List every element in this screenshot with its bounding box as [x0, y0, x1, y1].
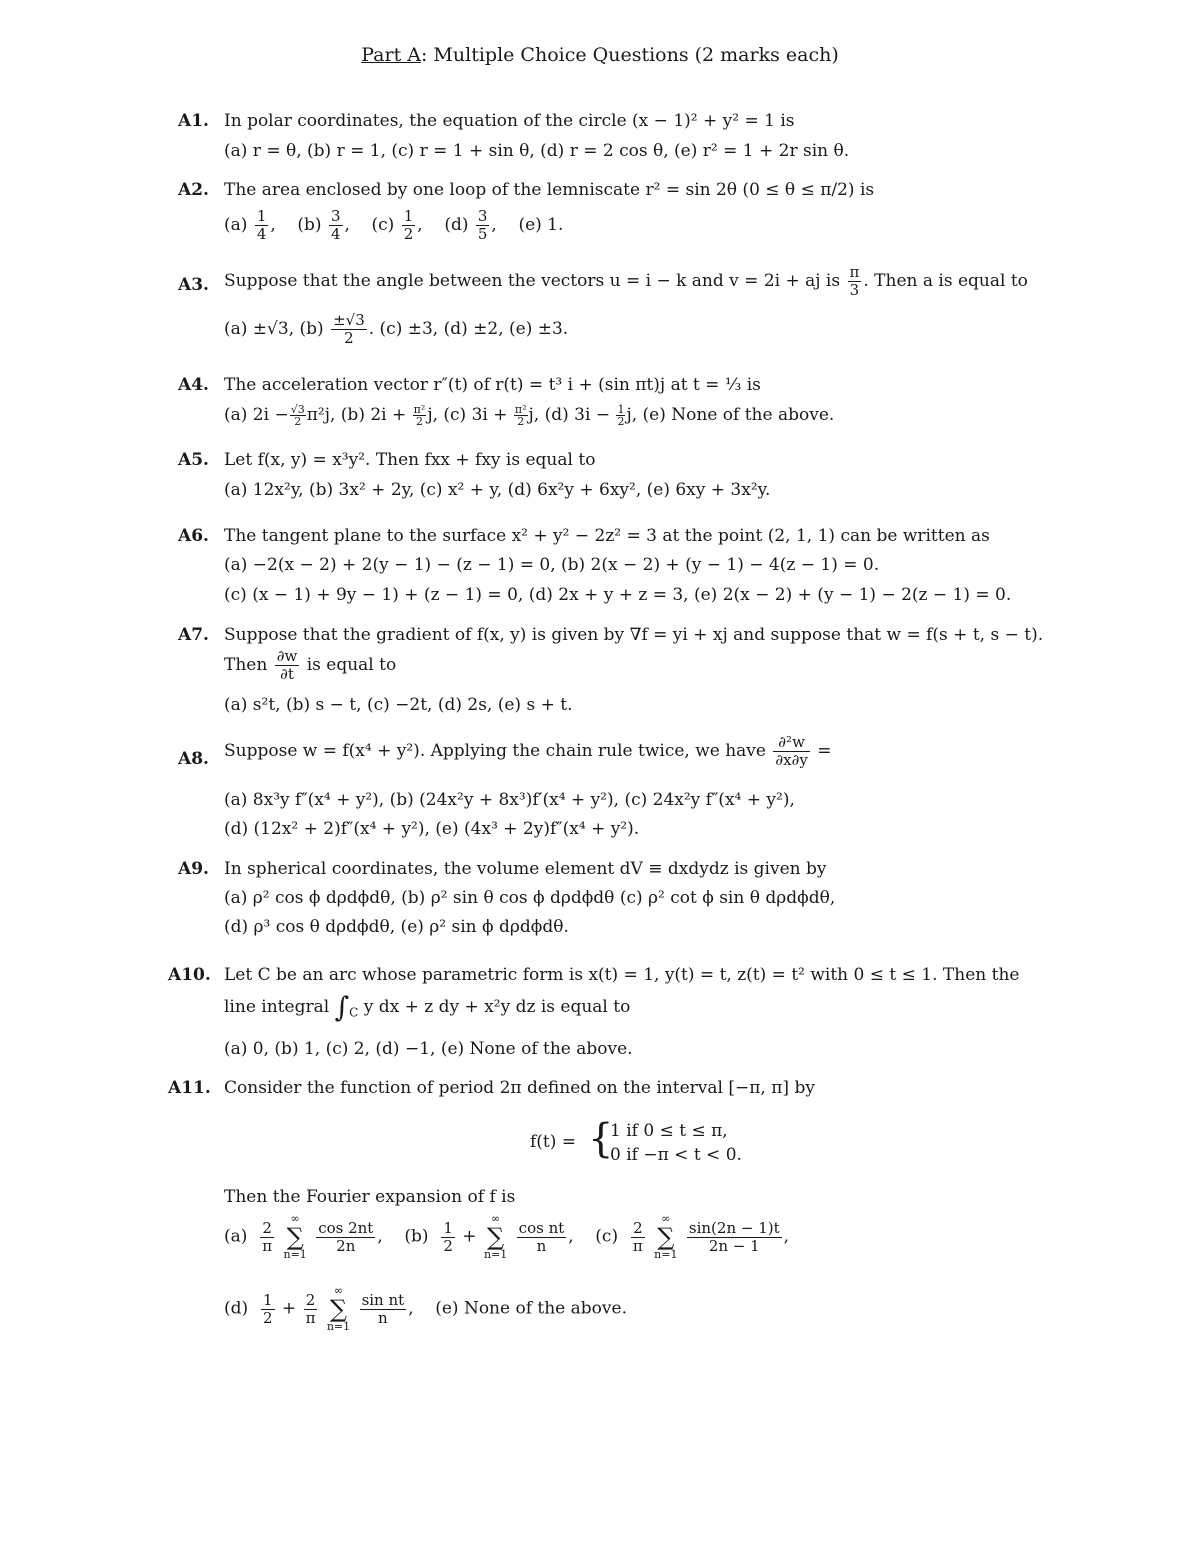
question-options: (d) (12x² + 2)f″(x⁴ + y²), (e) (4x³ + 2y)f″(x⁴ + y²). [224, 819, 640, 839]
question-number: A11. [168, 1078, 211, 1098]
question-number: A5. [178, 450, 209, 470]
fraction: $\frac{3}{4}$ [330, 207, 341, 243]
question-number: A9. [178, 859, 209, 879]
question-number: A8. [178, 749, 209, 769]
page-title [0, 44, 1200, 66]
question-number: A3. [178, 275, 209, 295]
question-options: (d) ρ³ cos θ dρdϕdθ, (e) ρ² sin ϕ dρdϕdθ. [224, 917, 569, 937]
question-text: Let f(x, y) = x³y². Then fxx + fxy is equal to [224, 450, 596, 470]
question-number: A6. [178, 526, 209, 546]
fraction: $\frac{1}{4}$ [256, 207, 267, 243]
question-text: Consider the function of period 2π defined on the interval [−π, π] by [224, 1078, 815, 1098]
question-options: (a) 0, (b) 1, (c) 2, (d) −1, (e) None of the above. [224, 1039, 633, 1059]
fraction: $\frac{1}{2}$ [403, 207, 414, 243]
integral-sign: ∫ [334, 990, 350, 1024]
question-number: A2. [178, 180, 209, 200]
question-options: (a) $\frac{1}{4}$ , (b) $\frac{3}{4}$ , (c) $\frac{1}{2}$ , (d) $\frac{3}{5}$ , (e) 1. [224, 207, 564, 243]
question-text: Suppose that the angle between the vectors u = i − k and v = 2i + aj is $\frac{\pi}{3}$ . Then a is equal to [224, 263, 1028, 299]
question-text-cont: line integral $\int_C$ y dx + z dy + x²y dz is equal to [224, 990, 631, 1024]
question-text: In polar coordinates, the equation of the circle (x − 1)² + y² = 1 is [224, 111, 795, 131]
question-options: (a) 8x³y f″(x⁴ + y²), (b) (24x²y + 8x³)f′(x⁴ + y²), (c) 24x²y f″(x⁴ + y²), [224, 790, 795, 810]
question-options: (a) $\frac{2}{\pi}$ ∞ ∑ n=1 $\frac{\cos 2nt}{2n}$ , (b) $\frac{1}{2}$ + ∞ ∑ n=1 $\frac{\text{cos nt}}{n}$ , (c) $\frac{2}{\pi}$ ∞ ∑ n=1 $\frac{\sin(2n - 1)t}{2n - 1}$ , [224, 1212, 790, 1261]
question-text: Suppose that the gradient of f(x, y) is given by ∇f = yi + xj and suppose that w = f(s + t, s − t). [224, 625, 1044, 645]
option-label: (e) 1. [518, 215, 564, 235]
question-options: (a) ±√3, (b) $\frac{\pm√3}{2}$ . (c) ±3, (d) ±2, (e) ±3. [224, 311, 569, 347]
question-text-cont: Then the Fourier expansion of f is [224, 1187, 516, 1207]
question-text: Suppose w = f(x⁴ + y²). Applying the chain rule twice, we have $\frac{\text{∂²w}}{\partial x\partial y}$ = [224, 733, 832, 769]
option-label: (c) [371, 215, 395, 235]
question-options: (a) −2(x − 2) + 2(y − 1) − (z − 1) = 0, (b) 2(x − 2) + (y − 1) − 4(z − 1) = 0. [224, 555, 880, 575]
case-1: 1 if 0 ≤ t ≤ π, [610, 1121, 728, 1141]
question-options: (a) r = θ, (b) r = 1, (c) r = 1 + sin θ, (d) r = 2 cos θ, (e) r² = 1 + 2r sin θ. [224, 141, 850, 161]
function-def-label: f(t) = [530, 1132, 577, 1152]
question-options: (a) 2i − $\frac{√3}{2}$ π²j, (b) 2i + $\frac{\text{π²}}{2}$ j, (c) 3i + $\frac{\text{π²}}{2}$ j, (d) 3i − $\frac{1}{2}$ j, (e) None of the above. [224, 403, 835, 428]
question-options: (a) 12x²y, (b) 3x² + 2y, (c) x² + y, (d) 6x²y + 6xy², (e) 6xy + 3x²y. [224, 480, 771, 500]
question-text: The area enclosed by one loop of the lemniscate r² = sin 2θ (0 ≤ θ ≤ π/2) is [224, 180, 875, 200]
question-text-cont: Then $\frac{\partial w}{\partial t}$ is equal to [224, 647, 397, 683]
question-options: (c) (x − 1) + 9y − 1) + (z − 1) = 0, (d) 2x + y + z = 3, (e) 2(x − 2) + (y − 1) − 2(z − 1) = 0. [224, 585, 1012, 605]
question-options: (d) $\frac{1}{2}$ + $\frac{2}{\pi}$ ∞ ∑ n=1 $\frac{\text{sin nt}}{n}$ , (e) None of the above. [224, 1284, 627, 1333]
question-text: Let C be an arc whose parametric form is x(t) = 1, y(t) = t, z(t) = t² with 0 ≤ t ≤ 1. Then the [224, 965, 1020, 985]
option-label: (a) [224, 215, 248, 235]
brace: { [588, 1116, 614, 1162]
question-number: A10. [168, 965, 211, 985]
part-label: Part A [361, 44, 421, 66]
option-label: (b) [297, 215, 322, 235]
question-number: A7. [178, 625, 209, 645]
title-rest: : Multiple Choice Questions (2 marks each) [420, 44, 839, 66]
question-text: The tangent plane to the surface x² + y² − 2z² = 3 at the point (2, 1, 1) can be written as [224, 526, 990, 546]
question-number: A4. [178, 375, 209, 395]
question-text: In spherical coordinates, the volume element dV ≡ dxdydz is given by [224, 859, 827, 879]
question-options: (a) s²t, (b) s − t, (c) −2t, (d) 2s, (e) s + t. [224, 695, 573, 715]
case-2: 0 if −π < t < 0. [610, 1145, 742, 1165]
option-label: (d) [444, 215, 469, 235]
question-options: (a) ρ² cos ϕ dρdϕdθ, (b) ρ² sin θ cos ϕ dρdϕdθ (c) ρ² cot ϕ sin θ dρdϕdθ, [224, 888, 836, 908]
question-number: A1. [178, 111, 209, 131]
fraction: $\frac{3}{5}$ [477, 207, 488, 243]
question-text: The acceleration vector r″(t) of r(t) = t³ i + (sin πt)j at t = ⅓ is [224, 375, 761, 395]
